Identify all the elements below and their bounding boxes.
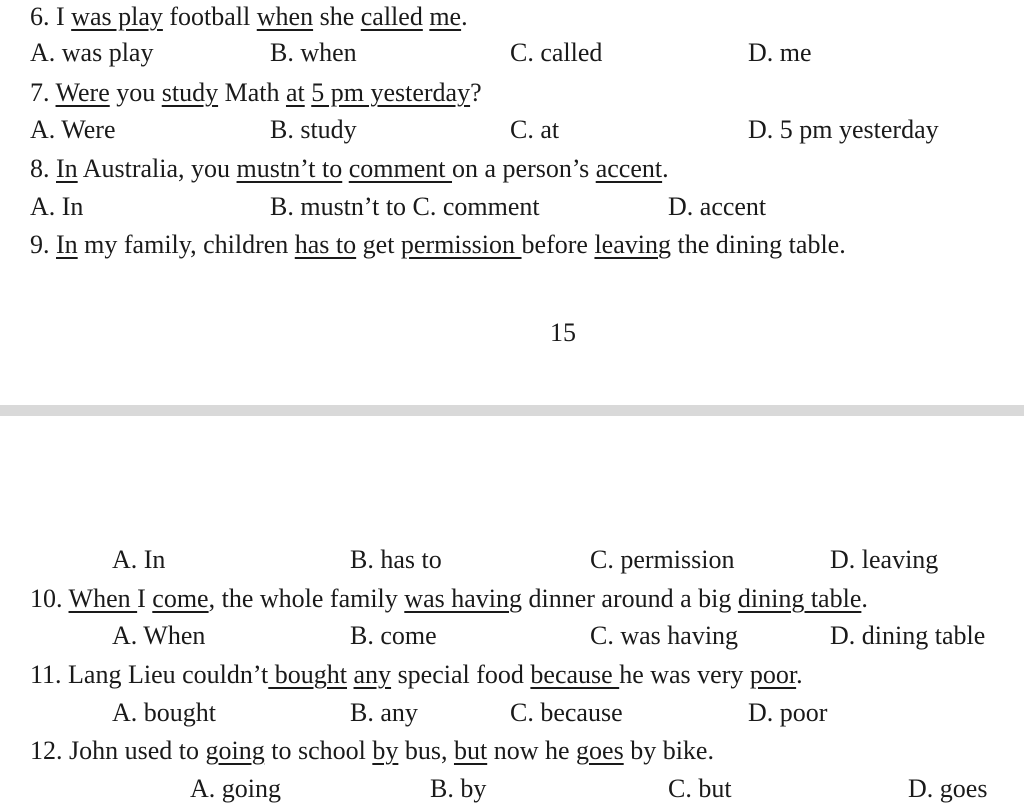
sentence-text: she — [313, 2, 361, 31]
q12-option-a: A. going — [190, 774, 281, 803]
sentence-text: to school — [264, 736, 373, 765]
worksheet-page-bottom — [0, 416, 1024, 811]
sentence-text: Australia, you — [77, 154, 237, 183]
underlined-word: In — [56, 154, 78, 183]
sentence-text: my family, children — [77, 230, 295, 259]
sentence-text: , the whole family — [208, 584, 405, 613]
sentence-text: get — [356, 230, 401, 259]
q6-option-a: A. was play — [30, 38, 154, 67]
q8-option-a: A. In — [30, 192, 84, 221]
underlined-word: dining table — [737, 584, 862, 613]
question-12 — [30, 736, 714, 766]
underlined-word: comment — [348, 154, 453, 183]
underlined-word: leaving — [594, 230, 671, 259]
underlined-word: me — [429, 2, 462, 31]
sentence-text: dinner around a big — [522, 584, 738, 613]
q9-option-b: B. has to — [350, 545, 442, 574]
sentence-text: you — [109, 78, 162, 107]
sentence-text: 12. John used to — [30, 736, 206, 765]
q7-option-c: C. at — [510, 115, 560, 144]
sentence-text: . — [861, 584, 868, 613]
q6-option-c: C. called — [510, 38, 603, 67]
sentence-text: bus, — [398, 736, 454, 765]
underlined-word: When — [68, 584, 138, 613]
sentence-text: before — [521, 230, 595, 259]
sentence-text: special food — [391, 660, 531, 689]
underlined-word: because — [530, 660, 620, 689]
underlined-word: bought — [268, 660, 348, 689]
q9-option-d: D. leaving — [830, 545, 939, 574]
underlined-word: at — [285, 78, 305, 107]
underlined-word: but — [453, 736, 488, 765]
underlined-word: has to — [294, 230, 357, 259]
question-6 — [30, 2, 468, 32]
q8-option-d: D. accent — [668, 192, 767, 221]
sentence-text: he was very — [619, 660, 750, 689]
q11-option-a: A. bought — [112, 698, 216, 727]
q10-option-b: B. come — [350, 621, 437, 650]
q12-option-c: C. but — [668, 774, 732, 803]
question-9 — [30, 230, 846, 260]
q9-option-c: C. permission — [590, 545, 735, 574]
page-separator — [0, 405, 1024, 416]
q7-option-d: D. 5 pm yesterday — [748, 115, 939, 144]
underlined-word: Were — [55, 78, 110, 107]
sentence-text: I — [137, 584, 153, 613]
q7-option-a: A. Were — [30, 115, 116, 144]
underlined-word: mustn’t to — [236, 154, 343, 183]
q10-option-d: D. dining table — [830, 621, 986, 650]
underlined-word: was having — [404, 584, 522, 613]
underlined-word: goes — [576, 736, 624, 765]
sentence-text: 10. — [30, 584, 69, 613]
q11-option-d: D. poor — [748, 698, 828, 727]
q6-option-d: D. me — [748, 38, 812, 67]
sentence-text: 7. — [30, 78, 56, 107]
underlined-word: going — [205, 736, 265, 765]
question-10 — [30, 584, 868, 614]
sentence-text: ? — [470, 78, 482, 107]
page-number: 15 — [550, 318, 576, 347]
q12-option-d: D. goes — [908, 774, 988, 803]
underlined-word: by — [372, 736, 399, 765]
underlined-word: called — [360, 2, 423, 31]
q9-option-a: A. In — [112, 545, 166, 574]
underlined-word: was play — [71, 2, 163, 31]
underlined-word: come — [152, 584, 209, 613]
q6-option-b: B. when — [270, 38, 357, 67]
sentence-text: Math — [218, 78, 286, 107]
sentence-text: 11. Lang Lieu couldn’t — [30, 660, 269, 689]
q11-option-b: B. any — [350, 698, 418, 727]
underlined-word: poor — [749, 660, 797, 689]
question-11 — [30, 660, 803, 690]
q8-option-b-c: B. mustn’t to C. comment — [270, 192, 540, 221]
sentence-text: by bike. — [623, 736, 714, 765]
underlined-word: when — [256, 2, 314, 31]
sentence-text: 6. I — [30, 2, 72, 31]
worksheet-page-top — [0, 0, 1024, 405]
sentence-text: the dining table. — [670, 230, 846, 259]
sentence-text: 9. — [30, 230, 56, 259]
sentence-text: . — [461, 2, 468, 31]
q10-option-a: A. When — [112, 621, 206, 650]
question-7 — [30, 78, 482, 108]
underlined-word: accent — [595, 154, 663, 183]
sentence-text: . — [796, 660, 803, 689]
sentence-text: . — [662, 154, 669, 183]
q10-option-c: C. was having — [590, 621, 739, 650]
underlined-word: In — [56, 230, 78, 259]
q7-option-b: B. study — [270, 115, 357, 144]
underlined-word: study — [161, 78, 219, 107]
q12-option-b: B. by — [430, 774, 487, 803]
question-8 — [30, 154, 669, 184]
q11-option-c: C. because — [510, 698, 623, 727]
sentence-text: on a person’s — [452, 154, 596, 183]
sentence-text: 8. — [30, 154, 56, 183]
underlined-word: any — [353, 660, 392, 689]
sentence-text: football — [162, 2, 257, 31]
underlined-word: permission — [400, 230, 522, 259]
underlined-word: 5 pm yesterday — [311, 78, 471, 107]
sentence-text: now he — [487, 736, 577, 765]
